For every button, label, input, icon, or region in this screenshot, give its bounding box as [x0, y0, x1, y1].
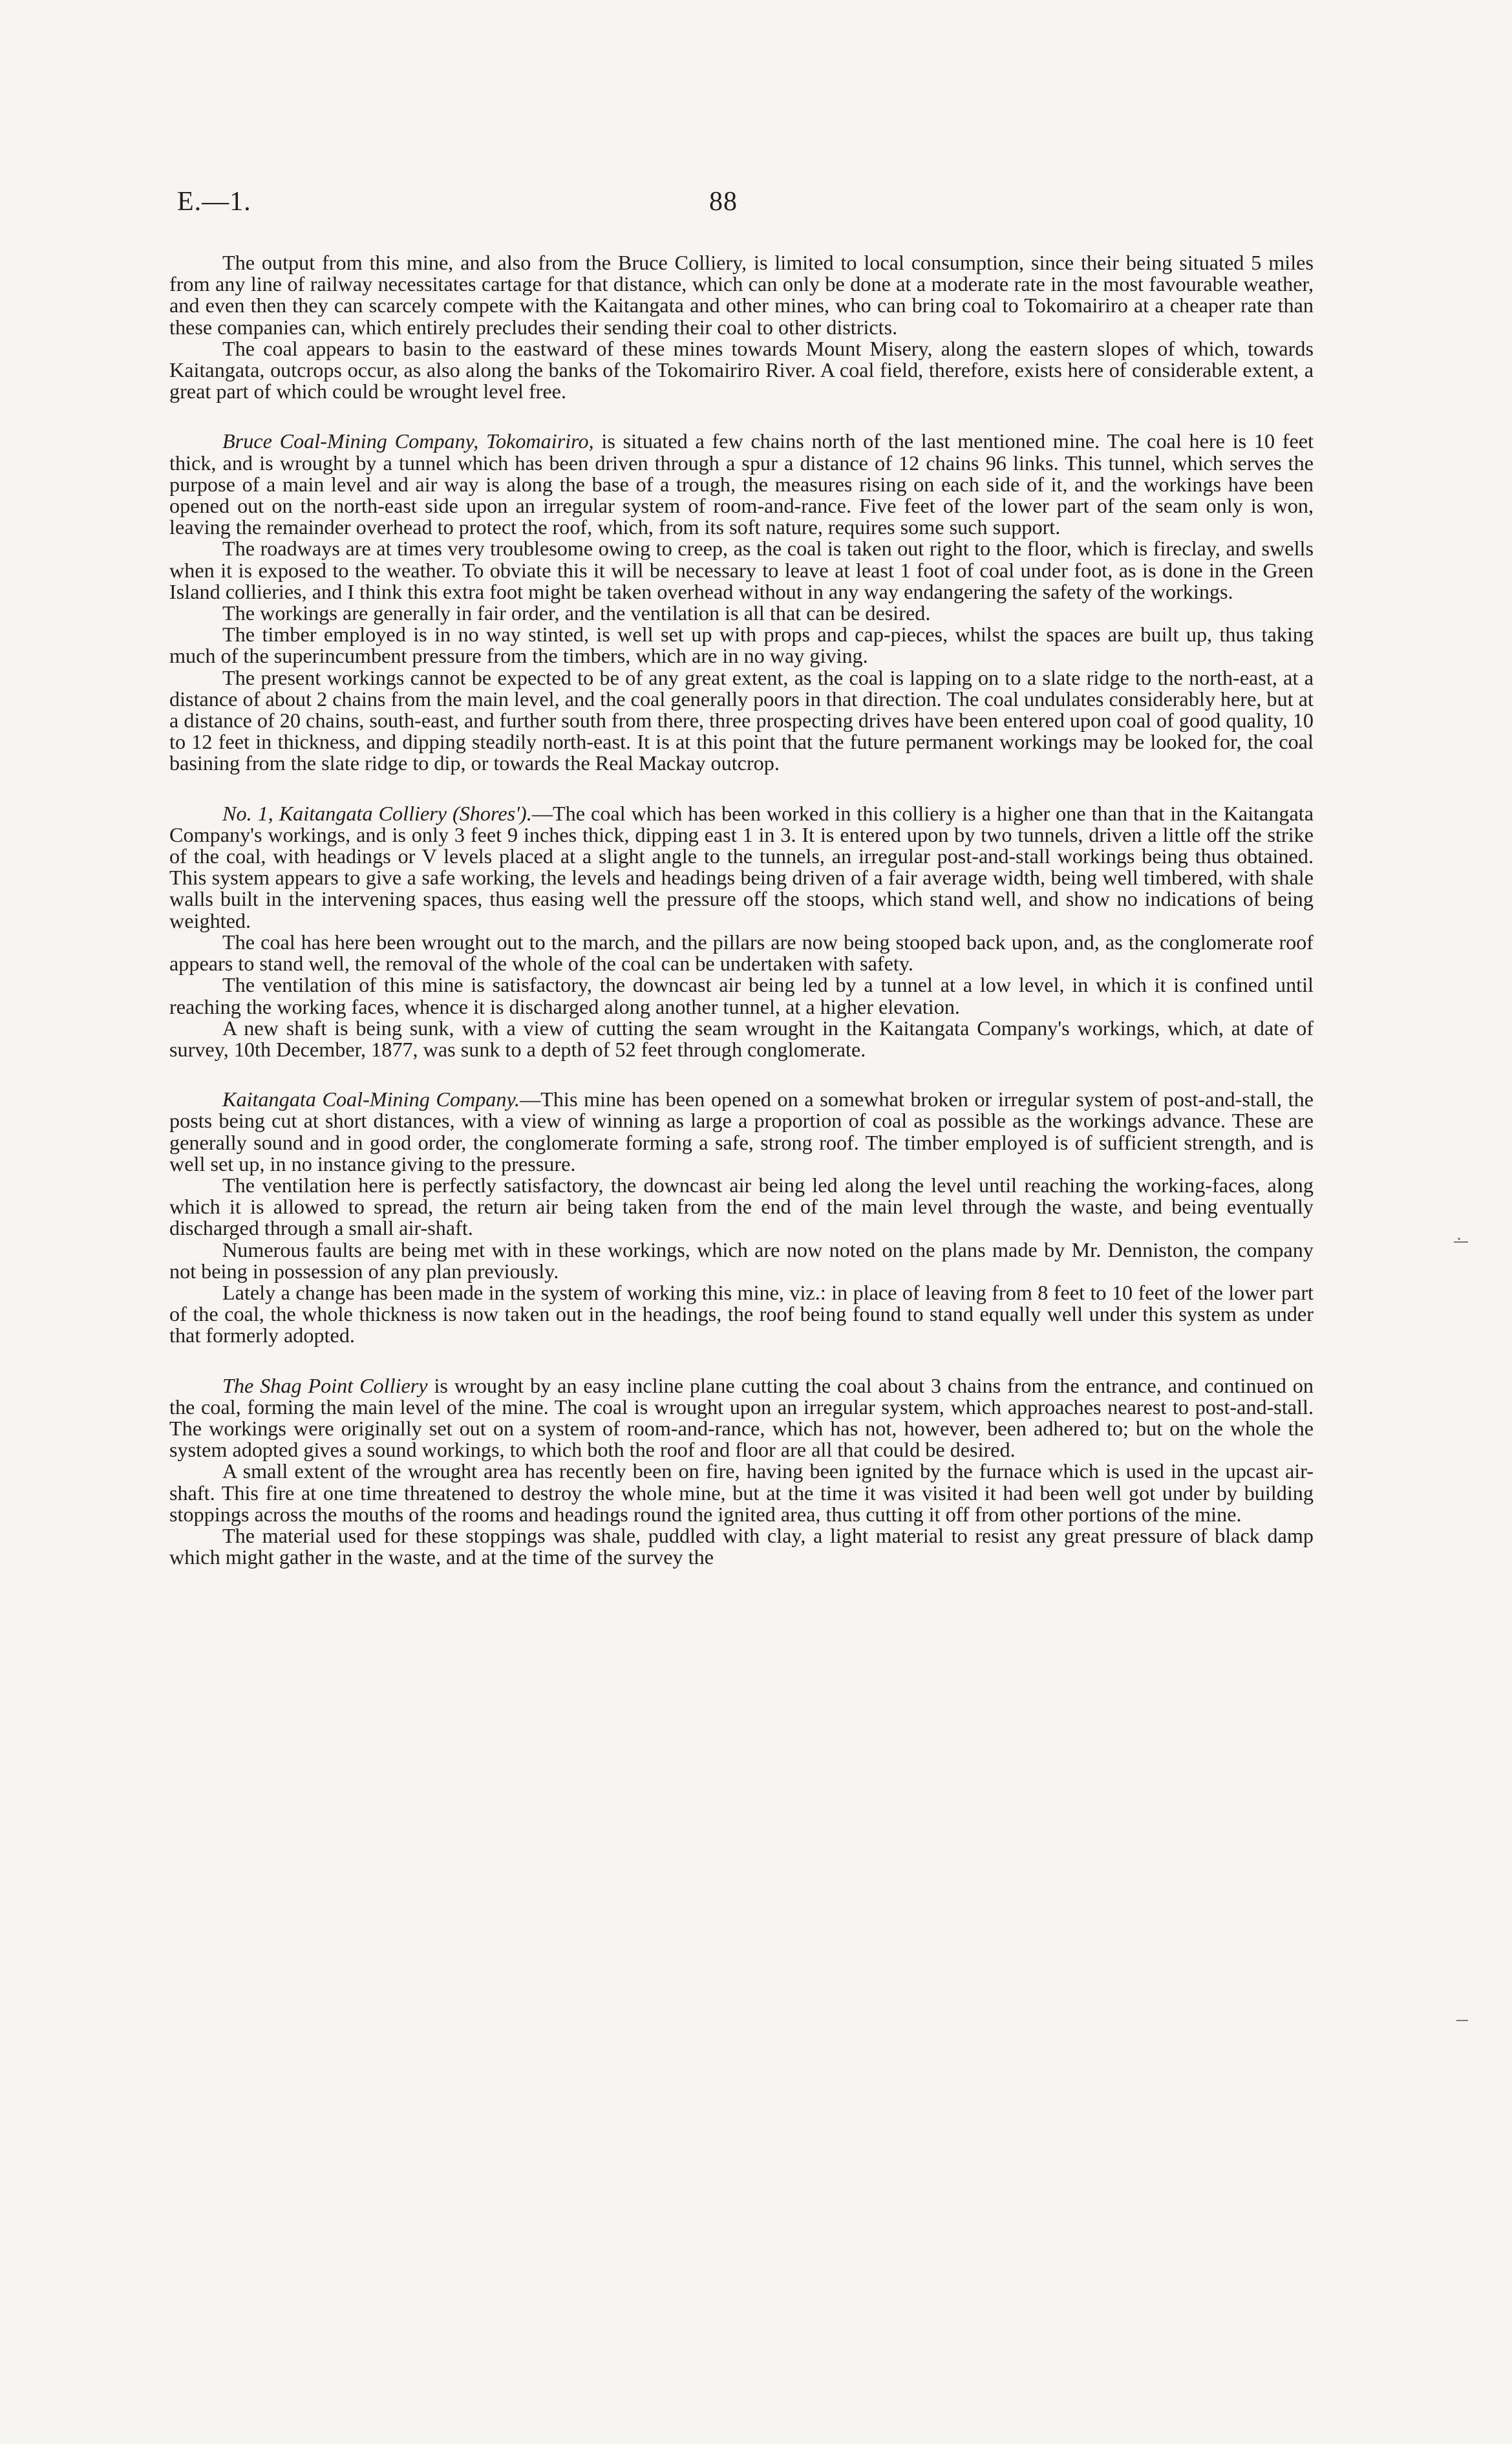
paragraph [169, 538, 1314, 603]
section-title: The Shag Point Colliery [222, 1373, 428, 1397]
paragraph [169, 252, 1314, 338]
paragraph-text: The present workings cannot be expected to be of any great extent, as the coal is lapping on to a slate ridge to the north-east, at a distance of about 2 chains from the main level, and the coal generally poors in that direction. The coal undulates considerably here, but at a distance of 20 chains, south-east, and further south from there, three prospecting drives have been entered upon coal of good quality, 10 to 12 feet in thickness, and dipping steadily north-east. It is at this point that the future permanent workings may be looked for, the coal basining from the slate ridge to dip, or towards the Real Mackay outcrop. [169, 665, 1314, 775]
paragraph [169, 1089, 1314, 1175]
paragraph-text: The coal appears to basin to the eastward of these mines towards Mount Misery, along the eastern slopes of which, towards Kaitangata, outcrops occur, as also along the banks of the Tokomairiro River. A coal field, therefore, exists here of considerable extent, a great part of which could be wrought level free. [169, 336, 1314, 403]
paragraph-text: The timber employed is in no way stinted, is well set up with props and cap-pieces, whilst the spaces are built up, thus taking much of the superincumbent pressure from the timbers, which are in no way giving. [169, 623, 1314, 668]
paragraph [169, 1282, 1314, 1347]
paragraph-text: The ventilation of this mine is satisfactory, the downcast air being led by a tunnel at a low level, in which it is confined until reaching the working faces, whence it is discharged along another tunnel, at a higher elevation. [169, 973, 1314, 1018]
paragraph-text: The output from this mine, and also from the Bruce Colliery, is limited to local consumption, since their being situated 5 miles from any line of railway necessitates cartage for that distance, which can only be done at a moderate rate in the most favourable weather, and even then they can scarcely compete with the Kaitangata and other mines, who can bring coal to Tokomairiro at a cheaper rate than these companies can, which entirely precludes their sending their coal to other districts. [169, 251, 1314, 339]
page-header [169, 186, 1314, 225]
paragraph [169, 603, 1314, 624]
paragraph [169, 974, 1314, 1017]
paragraph-text: Numerous faults are being met with in these workings, which are now noted on the plans made by Mr. Denniston, the company not being in possession of any plan previously. [169, 1238, 1314, 1283]
document-code: E.—1. [177, 187, 251, 217]
section-title: Kaitangata Coal-Mining Company. [222, 1088, 520, 1111]
paragraph [169, 803, 1314, 932]
margin-mark [1454, 2014, 1470, 2027]
paragraph [169, 1018, 1314, 1060]
paragraph-text: The ventilation here is perfectly satisfactory, the downcast air being led along the level until reaching the working-faces, along which it is allowed to spread, the return air being taken from the end of the main level through the waste, and being eventually discharged through a small air-shaft. [169, 1173, 1314, 1240]
paragraph-text: The coal has here been wrought out to the march, and the pillars are now being stooped back upon, and, as the conglomerate roof appears to stand well, the removal of the whole of the coal can be undertaken with safety. [169, 930, 1314, 976]
paragraph [169, 431, 1314, 538]
paragraph-text: The workings are generally in fair order, and the ventilation is all that can be desired. [222, 601, 931, 625]
section-title: Bruce Coal-Mining Company, Tokomairiro, [222, 429, 594, 453]
paragraph [169, 1375, 1314, 1461]
margin-mark [1451, 1232, 1471, 1251]
paragraph-text: —This mine has been opened on a somewhat broken or irregular system of post-and-stall, the posts being cut at short distances, with a view of winning as large a proportion of coal as possible as the workings advance. These are generally sound and in good order, the conglomerate forming a safe, strong roof. The timber employed is of sufficient strength, and is well set up, in no instance giving to the pressure. [169, 1088, 1314, 1175]
paragraph [169, 667, 1314, 775]
paragraph-text: —The coal which has been worked in this colliery is a higher one than that in the Kaitangata Company's workings, and is only 3 feet 9 inches thick, dipping east 1 in 3. It is entered upon by two tunnels, driven a little off the strike of the coal, with headings or V levels placed at a slight angle to the tunnels, an irregular post-and-stall workings being thus obtained. This system appears to give a safe working, the levels and headings being driven of a fair average width, being well timbered, with shale walls built in the intervening spaces, thus easing well the pressure off the stoops, which stand well, and show no indications of being weighted. [169, 801, 1314, 932]
section-title: No. 1, Kaitangata Colliery (Shores'). [222, 801, 532, 825]
paragraph-text: The material used for these stoppings was shale, puddled with clay, a light material to resist any great pressure of black damp which might gather in the waste, and at the time of the survey the [169, 1523, 1314, 1569]
paragraph [169, 932, 1314, 974]
paragraph-text: is wrought by an easy incline plane cutting the coal about 3 chains from the entrance, and continued on the coal, forming the main level of the mine. The coal is wrought upon an irregular system, which approaches nearest to post-and-stall. The workings were originally set out on a system of room-and-rance, which has not, however, been adhered to; but on the whole the system adopted gives a sound workings, to which both the roof and floor are all that could be desired. [169, 1373, 1314, 1462]
paragraph [169, 1461, 1314, 1525]
paragraph [169, 1239, 1314, 1282]
paragraph-text: The roadways are at times very troublesome owing to creep, as the coal is taken out right to the floor, which is fireclay, and swells when it is exposed to the weather. To obviate this it will be necessary to leave at least 1 foot of coal under foot, as is done in the Green Island collieries, and I think this extra foot might be taken overhead without in any way endangering the safety of the workings. [169, 537, 1314, 603]
paragraph-text: Lately a change has been made in the system of working this mine, viz.: in place of leaving from 8 feet to 10 feet of the lower part of the coal, the whole thickness is now taken out in the headings, the roof being found to stand equally well under this system as under that formerly adopted. [169, 1280, 1314, 1347]
article-body [169, 252, 1314, 1568]
paragraph-text: A small extent of the wrought area has recently been on fire, having been ignited by the furnace which is used in the upcast air-shaft. This fire at one time threatened to destroy the whole mine, but at the time it was visited it had been well got under by building stoppings across the mouths of the rooms and headings round the ignited area, thus cutting it off from other portions of the mine. [169, 1459, 1314, 1526]
page-number: 88 [709, 187, 738, 217]
paragraph [169, 1525, 1314, 1568]
paragraph [169, 624, 1314, 667]
paragraph [169, 338, 1314, 403]
paragraph [169, 1175, 1314, 1239]
paragraph-text: A new shaft is being sunk, with a view of cutting the seam wrought in the Kaitangata Company's workings, which, at date of survey, 10th December, 1877, was sunk to a depth of 52 feet through conglomerate. [169, 1016, 1314, 1061]
paragraph-text: is situated a few chains north of the last mentioned mine. The coal here is 10 feet thick, and is wrought by a tunnel which has been driven through a spur a distance of 12 chains 96 links. This tunnel, which serves the purpose of a main level and air way is along the base of a trough, the measures rising on each side of it, and the workings have been opened out on the north-east side upon an irregular system of room-and-rance. Five feet of the lower part of the seam only is won, leaving the remainder overhead to protect the roof, which, from its soft nature, requires some such support. [169, 429, 1314, 539]
